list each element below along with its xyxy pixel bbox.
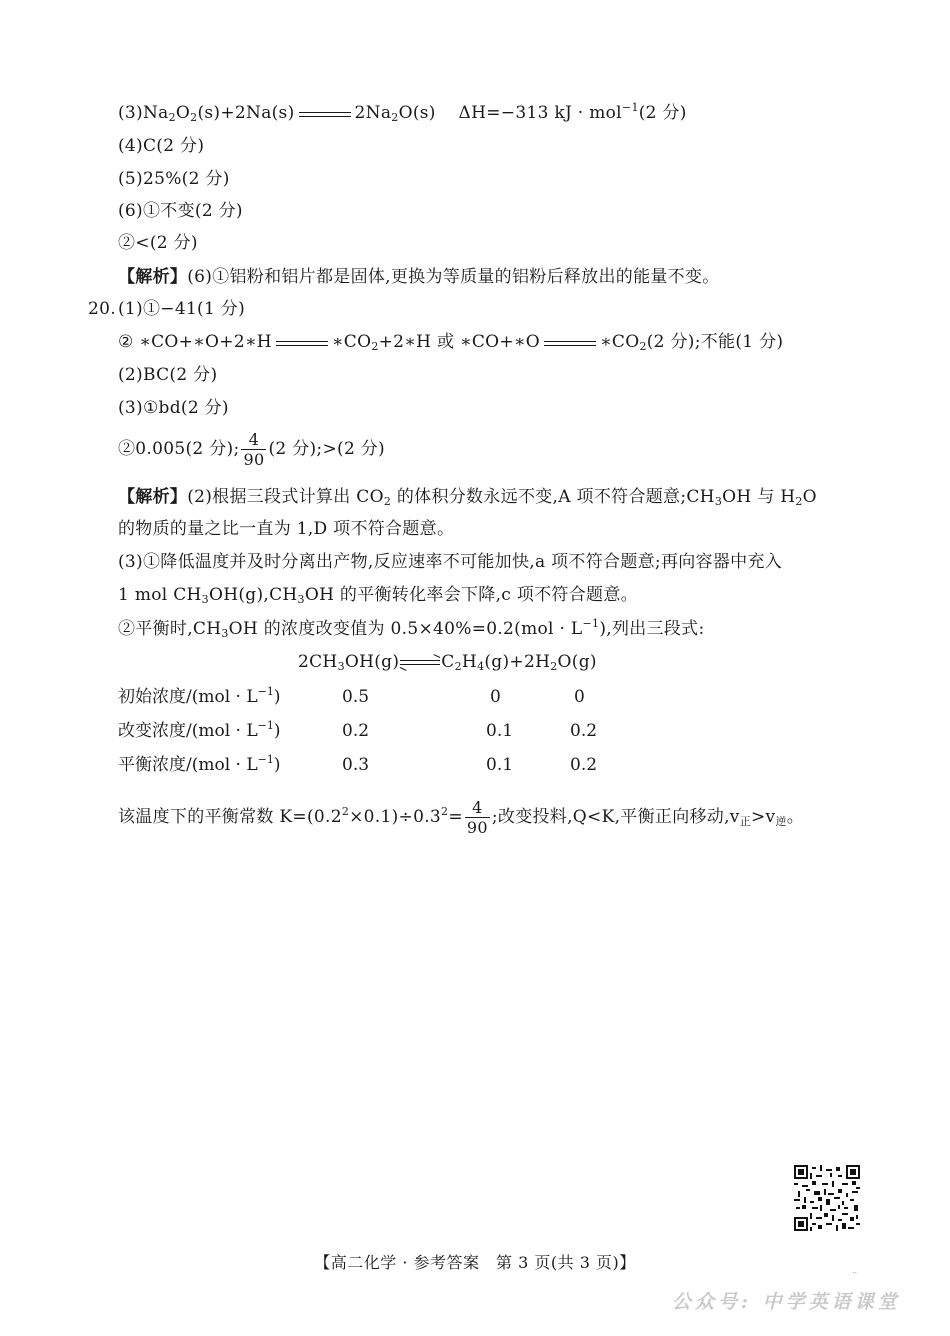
watermark: 公众号: 中学英语课堂 (672, 1291, 901, 1313)
equals-arrow (297, 110, 353, 118)
answer-20-3-1: (3)①bd(2 分) (118, 398, 229, 418)
answer-19-6-1: (6)①不变(2 分) (118, 201, 243, 221)
equilibrium-arrow (400, 658, 440, 668)
table-cell: 0.1 (486, 721, 514, 741)
answer-20-3-2: ②0.005(2 分); $\frac{4}{90}$ (2 分);>(2 分) (118, 430, 385, 469)
analysis-20-line-4: 1 mol $CH_3OH(g),CH_3OH$ 的平衡转化率会下降,c 项不符合题意。 (118, 585, 638, 606)
answer-20-2: (2)BC(2 分) (118, 365, 218, 385)
qr-code-image (794, 1165, 860, 1231)
scan-mark: .. (852, 1266, 858, 1275)
answer-20-1-1: (1)①−41(1 分) (118, 299, 246, 319)
answer-19-5: (5)25%(2 分) (118, 169, 230, 189)
analysis-20-line-1: 【解析】(2)根据三段式计算出 $CO_2$ 的体积分数永远不变,A 项不符合题意$;CH_3OH$ 与 $H_2O$ (118, 487, 817, 508)
table-row-label: 初始浓度$/(mol \cdot L^{-1})$ (118, 685, 281, 707)
analysis-19: 【解析】(6)①铝粉和铝片都是固体,更换为等质量的铝粉后释放出的能量不变。 (118, 267, 720, 287)
table-cell: 0.2 (570, 755, 598, 775)
table-cell: 0 (490, 687, 501, 707)
equilibrium-equation: $2CH_3OH(g)$ $C_2H_4(g)+2H_2O(g)$ (298, 652, 597, 673)
answer-19-3: $(3)Na_2O_2(s)+2Na(s)$ $2Na_2O(s)$ ΔH=−313 kJ · mol$^{-1}$(2 分) (118, 101, 687, 124)
table-cell: 0.1 (486, 755, 514, 775)
table-cell: 0.3 (342, 755, 370, 775)
equals-arrow (274, 339, 330, 347)
table-cell: 0.2 (570, 721, 598, 741)
table-row-label: 改变浓度$/(mol \cdot L^{-1})$ (118, 719, 281, 741)
answer-19-4: (4)C(2 分) (118, 136, 205, 156)
analysis-20-line-3: (3)①降低温度并及时分离出产物,反应速率不可能加快,a 项不符合题意;再向容器中充入 (118, 552, 783, 572)
table-cell: 0.2 (342, 721, 370, 741)
page-footer: 【高二化学 · 参考答案 第 3 页(共 3 页)】 (314, 1253, 636, 1272)
equilibrium-constant-line: 该温度下的平衡常数 $K=(0.2^2\times 0.1)\div 0.3^2=$ $\frac{4}{90}$ ;改变投料,Q<K,平衡正向移动$,v_正>v_逆$。 (118, 798, 805, 837)
fraction-4-90: $\frac{4}{90}$ (466, 798, 488, 837)
table-cell: 0.5 (342, 687, 370, 707)
equals-arrow (542, 339, 598, 347)
analysis-20-line-5: ②平衡时$,CH_3OH$ 的浓度改变值为 $0.5\times 40\%=0.2(mol \cdot L^{-1})$,列出三段式: (118, 617, 705, 640)
answer-19-6-2: ②<(2 分) (118, 233, 198, 253)
fraction-4-90: $\frac{4}{90}$ (243, 430, 265, 469)
question-number-20: 20. (88, 299, 116, 319)
table-cell: 0 (574, 687, 585, 707)
answer-20-1-2: ② ∗CO+∗O+2∗H $∗CO_2+2∗H$ 或 ∗CO+∗O $∗CO_2(2$ 分);不能(1 分) (118, 332, 784, 353)
table-row-label: 平衡浓度$/(mol \cdot L^{-1})$ (118, 753, 281, 775)
analysis-20-line-2: 的物质的量之比一直为 1,D 项不符合题意。 (118, 519, 455, 539)
